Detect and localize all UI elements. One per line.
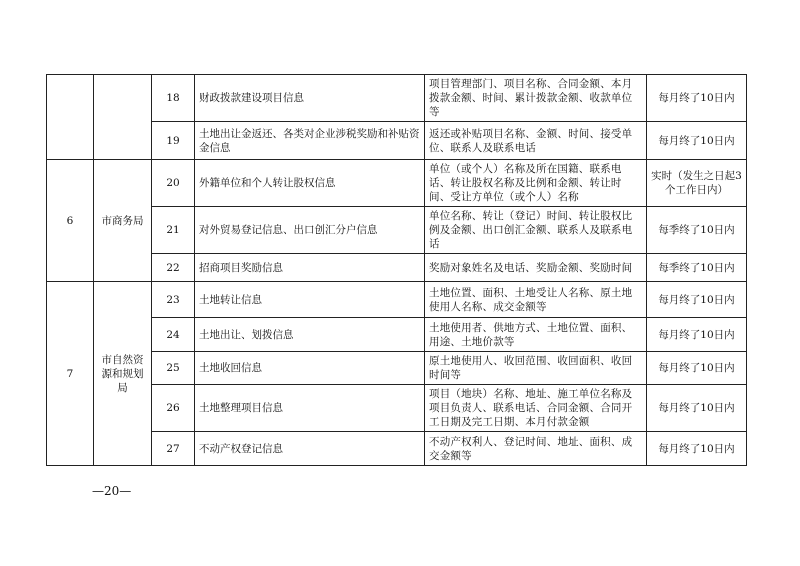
item-deadline-cell: 每月终了10日内 — [647, 318, 747, 352]
item-content-cell: 单位名称、转让（登记）时间、转让股权比例及金额、出口创汇金额、联系人及联系电话 — [425, 207, 647, 254]
item-name-cell: 不动产权登记信息 — [195, 432, 425, 466]
item-content-cell: 土地位置、面积、土地受让人名称、原土地使用人名称、成交金额等 — [425, 282, 647, 318]
item-deadline-cell: 实时（发生之日起3个工作日内） — [647, 160, 747, 207]
table-row — [47, 318, 747, 352]
item-name-cell: 土地出让金返还、各类对企业涉税奖励和补贴资金信息 — [195, 122, 425, 160]
item-content-cell: 单位（或个人）名称及所在国籍、联系电话、转让股权名称及比例和金额、转让时间、受让方单位（或个人）名称 — [425, 160, 647, 207]
group-dept-cell — [94, 75, 152, 160]
table-row — [47, 254, 747, 282]
item-number-cell: 22 — [152, 254, 195, 282]
item-content-cell: 奖励对象姓名及电话、奖励金额、奖励时间 — [425, 254, 647, 282]
item-deadline-cell: 每月终了10日内 — [647, 352, 747, 385]
table-row — [47, 352, 747, 385]
item-number-cell: 18 — [152, 75, 195, 122]
item-deadline-cell: 每季终了10日内 — [647, 254, 747, 282]
table-row — [47, 75, 747, 122]
item-content-cell: 项目（地块）名称、地址、施工单位名称及项目负责人、联系电话、合同金额、合同开工日期及完工日期、本月付款金额 — [425, 385, 647, 432]
item-number-cell: 20 — [152, 160, 195, 207]
item-name-cell: 土地整理项目信息 — [195, 385, 425, 432]
table-row — [47, 122, 747, 160]
group-seq-cell: 6 — [47, 160, 94, 282]
item-content-cell: 返还或补贴项目名称、金额、时间、接受单位、联系人及联系电话 — [425, 122, 647, 160]
group-seq-cell: 7 — [47, 282, 94, 466]
item-name-cell: 招商项目奖励信息 — [195, 254, 425, 282]
item-number-cell: 26 — [152, 385, 195, 432]
item-number-cell: 23 — [152, 282, 195, 318]
item-deadline-cell: 每季终了10日内 — [647, 207, 747, 254]
item-name-cell: 对外贸易登记信息、出口创汇分户信息 — [195, 207, 425, 254]
item-name-cell: 财政拨款建设项目信息 — [195, 75, 425, 122]
info-table — [46, 74, 747, 466]
item-name-cell: 土地收回信息 — [195, 352, 425, 385]
item-deadline-cell: 每月终了10日内 — [647, 385, 747, 432]
item-deadline-cell: 每月终了10日内 — [647, 432, 747, 466]
item-number-cell: 19 — [152, 122, 195, 160]
item-content-cell: 不动产权利人、登记时间、地址、面积、成交金额等 — [425, 432, 647, 466]
item-deadline-cell: 每月终了10日内 — [647, 122, 747, 160]
item-deadline-cell: 每月终了10日内 — [647, 75, 747, 122]
item-number-cell: 25 — [152, 352, 195, 385]
item-content-cell: 土地使用者、供地方式、土地位置、面积、用途、土地价款等 — [425, 318, 647, 352]
table-row — [47, 160, 747, 207]
item-name-cell: 土地出让、划拨信息 — [195, 318, 425, 352]
table-row — [47, 432, 747, 466]
item-name-cell: 外籍单位和个人转让股权信息 — [195, 160, 425, 207]
item-content-cell: 项目管理部门、项目名称、合同金额、本月拨款金额、时间、累计拨款金额、收款单位等 — [425, 75, 647, 122]
item-name-cell: 土地转让信息 — [195, 282, 425, 318]
group-seq-cell — [47, 75, 94, 160]
group-dept-cell: 市自然资源和规划局 — [94, 282, 152, 466]
group-dept-cell: 市商务局 — [94, 160, 152, 282]
item-deadline-cell: 每月终了10日内 — [647, 282, 747, 318]
item-number-cell: 21 — [152, 207, 195, 254]
page-number: —20— — [92, 484, 132, 498]
item-number-cell: 24 — [152, 318, 195, 352]
table-row — [47, 207, 747, 254]
item-content-cell: 原土地使用人、收回范围、收回面积、收回时间等 — [425, 352, 647, 385]
table-row — [47, 385, 747, 432]
item-number-cell: 27 — [152, 432, 195, 466]
table-row — [47, 282, 747, 318]
